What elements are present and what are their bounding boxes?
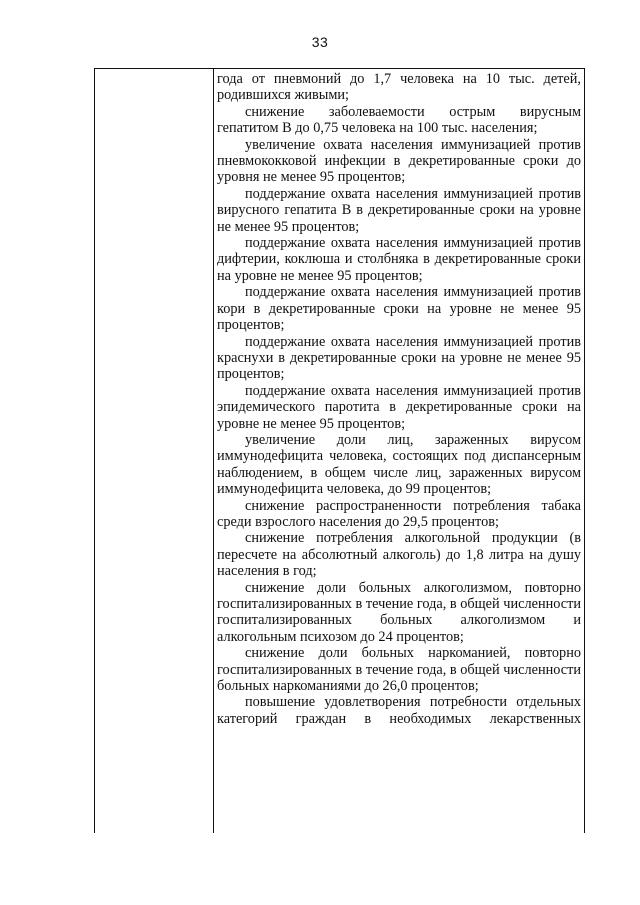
paragraph: года от пневмоний до 1,7 человека на 10 тыс. детей, родившихся живыми;: [217, 71, 581, 104]
paragraph: снижение доли больных алкоголизмом, повторно госпитализированных в течение года, в общей численности госпитализированных больных алкоголизмом и алкогольным психозом до 24 процентов;: [217, 579, 581, 645]
paragraph: поддержание охвата населения иммунизацией против краснухи в декретированные сроки на уровне не менее 95 процентов;: [217, 333, 581, 383]
paragraph: увеличение охвата населения иммунизацией против пневмококковой инфекции в декретированные сроки до уровня не менее 95 процентов;: [217, 136, 581, 186]
paragraph: снижение распространенности потребления табака среди взрослого населения до 29,5 процентов;: [217, 497, 581, 530]
paragraph: увеличение доли лиц, зараженных вирусом иммунодефицита человека, состоящих под диспансерным наблюдением, в общем числе лиц, зараженных вирусом иммунодефицита человека, до 99 процентов;: [217, 431, 581, 498]
page-number: 33: [311, 34, 329, 50]
column-divider: [213, 69, 214, 833]
paragraph: снижение заболеваемости острым вирусным гепатитом В до 0,75 человека на 100 тыс. населения;: [217, 103, 581, 137]
paragraph: снижение доли больных наркоманией, повторно госпитализированных в течение года, в общей численности больных наркоманиями до 26,0 процентов;: [217, 645, 581, 695]
paragraph: снижение потребления алкогольной продукции (в пересчете на абсолютный алкоголь) до 1,8 литра на душу населения в год;: [217, 530, 581, 580]
paragraph: поддержание охвата населения иммунизацией против дифтерии, коклюша и столбняка в декретированные сроки на уровне не менее 95 процентов;: [217, 235, 581, 284]
document-table: [94, 68, 585, 833]
paragraph: повышение удовлетворения потребности отдельных категорий граждан в необходимых лекарственных: [217, 694, 581, 727]
paragraph: поддержание охвата населения иммунизацией против эпидемического паротита в декретированные сроки на уровне не менее 95 процентов;: [217, 382, 581, 432]
table-right-cell: [217, 71, 581, 727]
table-left-cell: [95, 69, 213, 833]
paragraph: поддержание охвата населения иммунизацией против вирусного гепатита В в декретированные сроки на уровне не менее 95 процентов;: [217, 185, 581, 235]
paragraph: поддержание охвата населения иммунизацией против кори в декретированные сроки на уровне не менее 95 процентов;: [217, 284, 581, 334]
